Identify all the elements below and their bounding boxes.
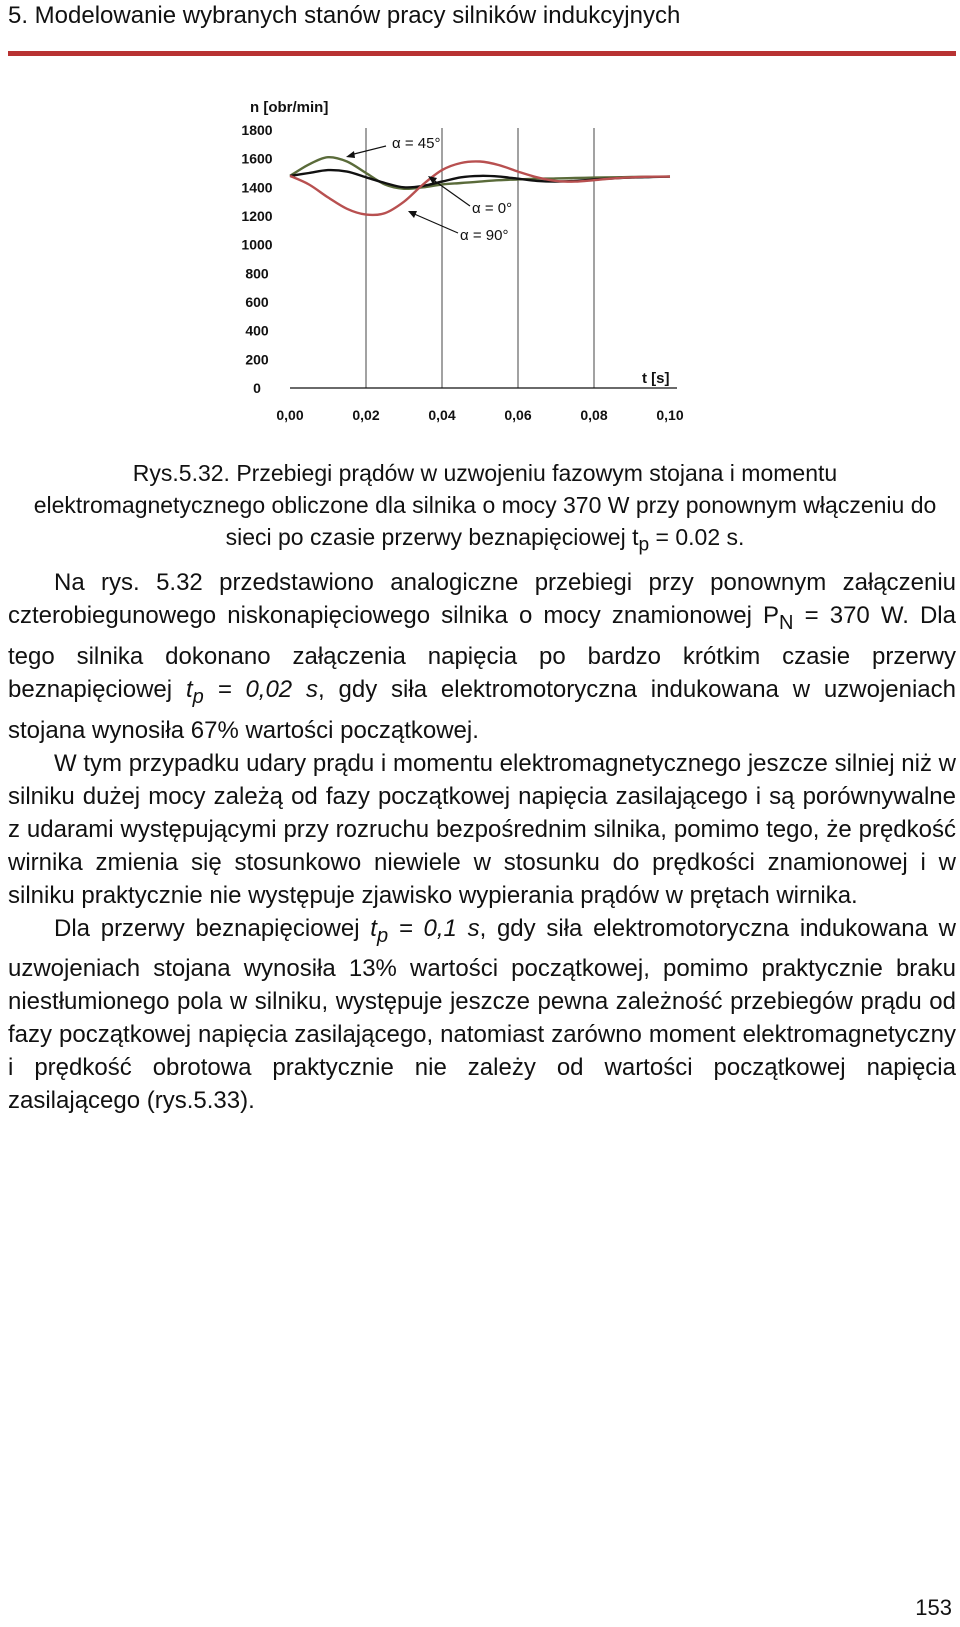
- gridlines: [366, 128, 594, 388]
- y-tick-label: 1200: [241, 208, 273, 224]
- p3-symbol-t: t: [370, 914, 377, 942]
- p3-value: = 0,1 s: [388, 914, 480, 942]
- x-axis-title: t [s]: [642, 370, 670, 387]
- figure: [0, 0, 960, 460]
- paragraph-3: [8, 912, 956, 1118]
- caption-text: Rys.5.32. Przebiegi prądów w uzwojeniu fazowym stojana i momentu elektromagnetycznego obliczone dla silnika o mocy 370 W przy ponownym włączeniu do sieci po czasie przerwy beznapięciowej t: [33, 460, 937, 550]
- p3-text-a: Dla przerwy beznapięciowej: [54, 914, 371, 942]
- p1-subscript-p: p: [192, 685, 204, 708]
- p1-text-b: = 370 W. Dla tego silnika dokonano załączenia napięcia po bardzo krótkim czasie przerwy beznapięciowej: [8, 602, 956, 703]
- x-tick-label: 0,02: [352, 407, 380, 423]
- caption-end: = 0.02 s.: [649, 524, 745, 550]
- y-tick-label: 0: [253, 380, 261, 396]
- y-tick-label: 1000: [241, 236, 273, 253]
- anno-alpha-45: α = 45°: [392, 135, 441, 152]
- x-tick-label: 0,10: [656, 407, 684, 423]
- x-ticks: [276, 407, 683, 423]
- anno-arrowhead-45: [346, 151, 355, 158]
- y-tick-label: 800: [245, 265, 269, 282]
- anno-alpha-0: α = 0°: [472, 200, 513, 217]
- x-tick-label: 0,00: [276, 407, 304, 423]
- body-text: [8, 566, 956, 1117]
- paragraph-2: W tym przypadku udary prądu i momentu elektromagnetycznego jeszcze silniej niż w silniku dużej mocy zależą od fazy początkowej napięcia zasilającego i są porównywalne z udarami występującymi przy rozruchu bezpośrednim silnika, pomimo tego, że prędkość wirnika zmienia się stosunkowo niewiele w stosunku do prędkości znamionowej i w silniku praktycznie nie występuje zjawisko wypierania prądów w prętach wirnika.: [8, 749, 956, 909]
- x-tick-label: 0,08: [580, 407, 608, 423]
- page-number: 153: [915, 1595, 952, 1620]
- anno-alpha-90: α = 90°: [460, 227, 509, 244]
- p3-text-b: , gdy siła elektromotoryczna indukowana w uzwojeniach stojana wynosiła 13% wartości początkowej, pomimo praktycznie braku niestłumionego pola w silniku, występuje jeszcze pewna zależność przebiegów prądu od fazy początkowej napięcia zasilającego, natomiast zarówno moment elektromagnetyczny i prędkość obrotowa praktycznie nie zależy od wartości początkowej napięcia zasilającego (rys.5.33).: [8, 914, 956, 1115]
- p1-subscript-n: N: [779, 611, 794, 634]
- p1-text-a: Na rys. 5.32 przedstawiono analogiczne przebiegi przy ponownym załączeniu czterobiegunowego niskonapięciowego silnika o mocy znamionowej P: [8, 569, 956, 629]
- p3-subscript-p: p: [376, 924, 389, 947]
- x-tick-label: 0,06: [504, 407, 532, 423]
- y-tick-label: 1400: [241, 179, 273, 196]
- p1-text-c: , gdy siła elektromotoryczna indukowana w uzwojeniach stojana wynosiła 67% wartości początkowej.: [8, 675, 956, 744]
- caption-subscript: p: [638, 534, 650, 556]
- p1-value: = 0,02 s: [203, 675, 318, 703]
- y-tick-label: 600: [245, 294, 269, 310]
- y-tick-label: 1600: [241, 150, 273, 167]
- anno-arrow-90: [412, 213, 458, 233]
- figure-caption: [30, 457, 940, 562]
- y-tick-label: 200: [245, 351, 269, 368]
- y-ticks: [241, 122, 272, 396]
- paragraph-1: [8, 566, 956, 747]
- p1-symbol-t: t: [185, 675, 193, 703]
- y-axis-title: n [obr/min]: [250, 99, 329, 116]
- y-tick-label: 1800: [241, 122, 273, 138]
- section-title: 5. Modelowanie wybranych stanów pracy silników indukcyjnych: [8, 2, 681, 29]
- x-tick-label: 0,04: [428, 407, 456, 423]
- speed-chart: [0, 0, 960, 460]
- y-tick-label: 400: [245, 322, 269, 339]
- anno-arrow-45: [350, 146, 386, 155]
